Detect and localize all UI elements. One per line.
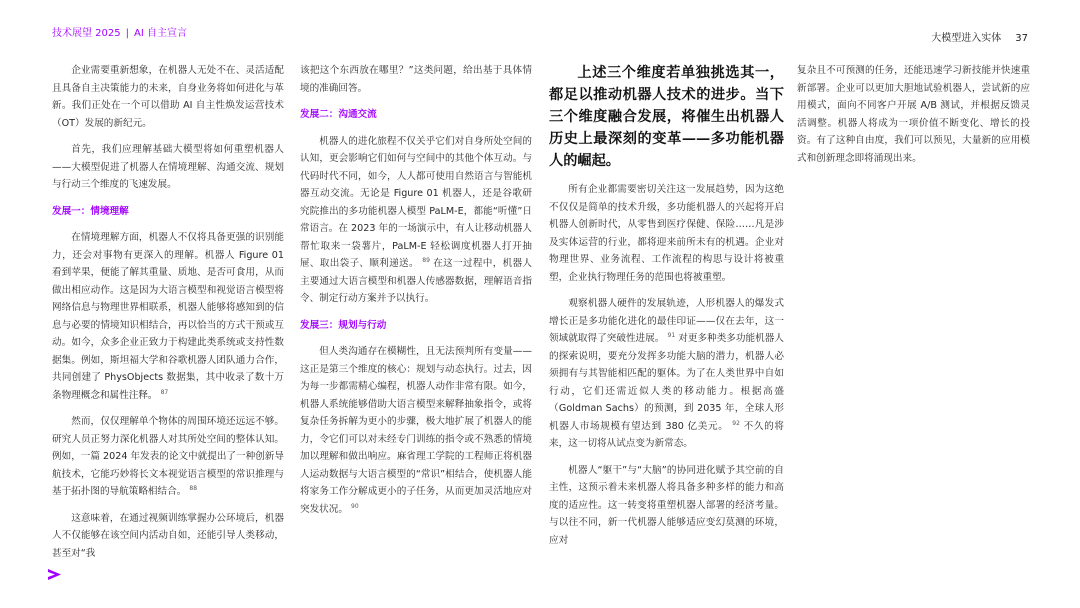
paragraph: 在情境理解方面，机器人不仅将具备更强的识别能力，还会对事物有更深入的理解。机器人 Figure 01 看到苹果，便能了解其重量、质地、是否可食用，从而做出相应动作。这是因为大语言模型和视觉语言模型将网络信息与物理世界相联系，机器人能够将感知到的信息与必要的情境知识相结合，再以恰当的方式干预或互动。如今，众多企业正致力于构建此类系统或支持性数据集。例如，斯坦福大学和谷歌机器人团队通力合作，共同创建了 PhysObjects 数据集，其中收录了数十万条物理概念和属性注释。 $^{87}$: [52, 232, 284, 401]
footnote-ref: 90: [351, 502, 359, 510]
accenture-logo-icon: [47, 568, 63, 582]
subheading: 发展一：情境理解: [52, 205, 129, 217]
section-title: 大模型进入实体: [931, 33, 1002, 44]
footnote-ref: 89: [422, 256, 430, 264]
subheading: 发展二：沟通交流: [300, 109, 377, 120]
report-subtitle: AI 自主宣言: [134, 28, 187, 39]
paragraph: 这意味着，在通过视频训练掌握办公环境后，机器人不仅能够在该空间内活动自如，还能引导人类移动，甚至对“我: [52, 512, 284, 559]
column-2: [300, 62, 532, 527]
paragraph: 企业需要重新想象，在机器人无处不在、灵活适配且具备自主决策能力的未来，自身业务将如何进化与革新。我们正处在一个可以借助 AI 自主性焕发运营技术（OT）发展的新纪元。: [52, 65, 284, 129]
column-4: [797, 62, 1030, 176]
column-1: [52, 62, 284, 571]
paragraph: 该把这个东西放在哪里？”这类问题，给出基于具体情境的准确回答。: [300, 65, 532, 94]
paragraph: 观察机器人硬件的发展轨迹，人形机器人的爆发式增长正是多功能化进化的最佳印证——仅在去年，这一领域就取得了突破性进展。 $^{91}$ 对更多种类多功能机器人的探索说明，要充分发挥多功能大脑的潜力，机器人必须拥有与其智能相匹配的躯体。为了在人类世界中自如行动，它们还需近似人类的移动能力。根据高盛（Goldman Sachs）的预测，到 2035 年，全球人形机器人市场规模有望达到 380 亿美元。 $^{92}$ 不久的将来，这一切将从试点变为新常态。: [549, 298, 784, 449]
page-number: 37: [1015, 33, 1028, 44]
paragraph: 机器人的进化旅程不仅关乎它们对自身所处空间的认知，更会影响它们如何与空间中的其他个体互动。与代码时代不同，如今，人人都可使用自然语言与智能机器互动交流。无论是 Figure 01 机器人，还是谷歌研究院推出的多功能机器人模型 PaLM-E，都能“听懂”日常语言。在 2023 年的一场演示中，有人让移动机器人帮忙取来一袋薯片，PaLM-E 轻松调度机器人打开抽屉、取出袋子、顺利递送。 $^{89}$ 在这一过程中，机器人主要通过大语言模型和机器人传感器数据，理解语音指令、制定行动方案并予以执行。: [300, 135, 533, 304]
pull-quote: 上述三个维度若单独挑选其一，都足以推动机器人技术的进步。当下三个维度融合发展，将催生出机器人历史上最深刻的变革——多功能机器人的崛起。: [549, 65, 784, 169]
paragraph: 然而，仅仅理解单个物体的周围环境还远远不够。研究人员正努力深化机器人对其所处空间的整体认知。例如，一篇 2024 年发表的论文中就提出了一种创新导航技术，它能巧妙将长文本视觉语言模型的常识推理与基于拓扑图的导航策略相结合。 $^{88}$: [52, 416, 284, 497]
footnote-ref: 88: [189, 484, 198, 492]
report-name: 技术展望 2025: [52, 28, 121, 39]
report-title: [52, 24, 187, 39]
paragraph: 复杂且不可预测的任务，还能迅速学习新技能并快速重新部署。企业可以更加大胆地试验机器人，尝试新的应用模式，面向不同客户开展 A/B 测试，并根据反馈灵活调整。机器人将成为一项价值不断变化、增长的投资。有了这种自由度，我们可以预见，大量新的应用模式和创新理念即将涌现出来。: [797, 65, 1030, 164]
footnote-ref: 92: [732, 419, 740, 427]
footnote-ref: 87: [160, 388, 169, 396]
subheading: 发展三：规划与行动: [300, 319, 387, 331]
page-header-right: [931, 29, 1028, 44]
title-separator: |: [125, 28, 130, 39]
column-3: [549, 62, 784, 558]
paragraph: 机器人“躯干”与“大脑”的协同进化赋予其空前的自主性，这预示着未来机器人将具备多种多样的能力和高度的适应性。这一转变将重塑机器人部署的经济考量。与以往不同，新一代机器人能够适应变幻莫测的环境，应对: [549, 464, 784, 546]
paragraph: 所有企业都需要密切关注这一发展趋势，因为这绝不仅仅是简单的技术升级，多功能机器人的兴起将开启机器人创新时代，从零售到医疗保健、保险……凡是涉及实体运营的行业，都将迎来前所未有的机遇。企业对物理世界、业务流程、工作流程的构思与设计将被重塑，企业执行物理任务的范围也将被重塑。: [549, 184, 784, 283]
footnote-ref: 91: [667, 331, 676, 339]
paragraph: 但人类沟通存在模糊性，且无法预判所有变量——这正是第三个维度的核心：规划与动态执行。过去，因为每一步都需精心编程，机器人动作非常有限。如今，机器人系统能够借助大语言模型来解释抽象指令，或将复杂任务拆解为更小的步骤，极大地扩展了机器人的能力，令它们可以对未经专门训练的指令或不熟悉的情境加以理解和做出响应。麻省理工学院的工程师正将机器人运动数据与大语言模型的“常识”相结合，使机器人能将家务工作分解成更小的子任务，从而更加灵活地应对突发状况。 $^{90}$: [300, 346, 532, 515]
paragraph: 首先，我们应理解基础大模型将如何重塑机器人——大模型促进了机器人在情境理解、沟通交流、规划与行动三个维度的飞速发展。: [52, 144, 284, 190]
